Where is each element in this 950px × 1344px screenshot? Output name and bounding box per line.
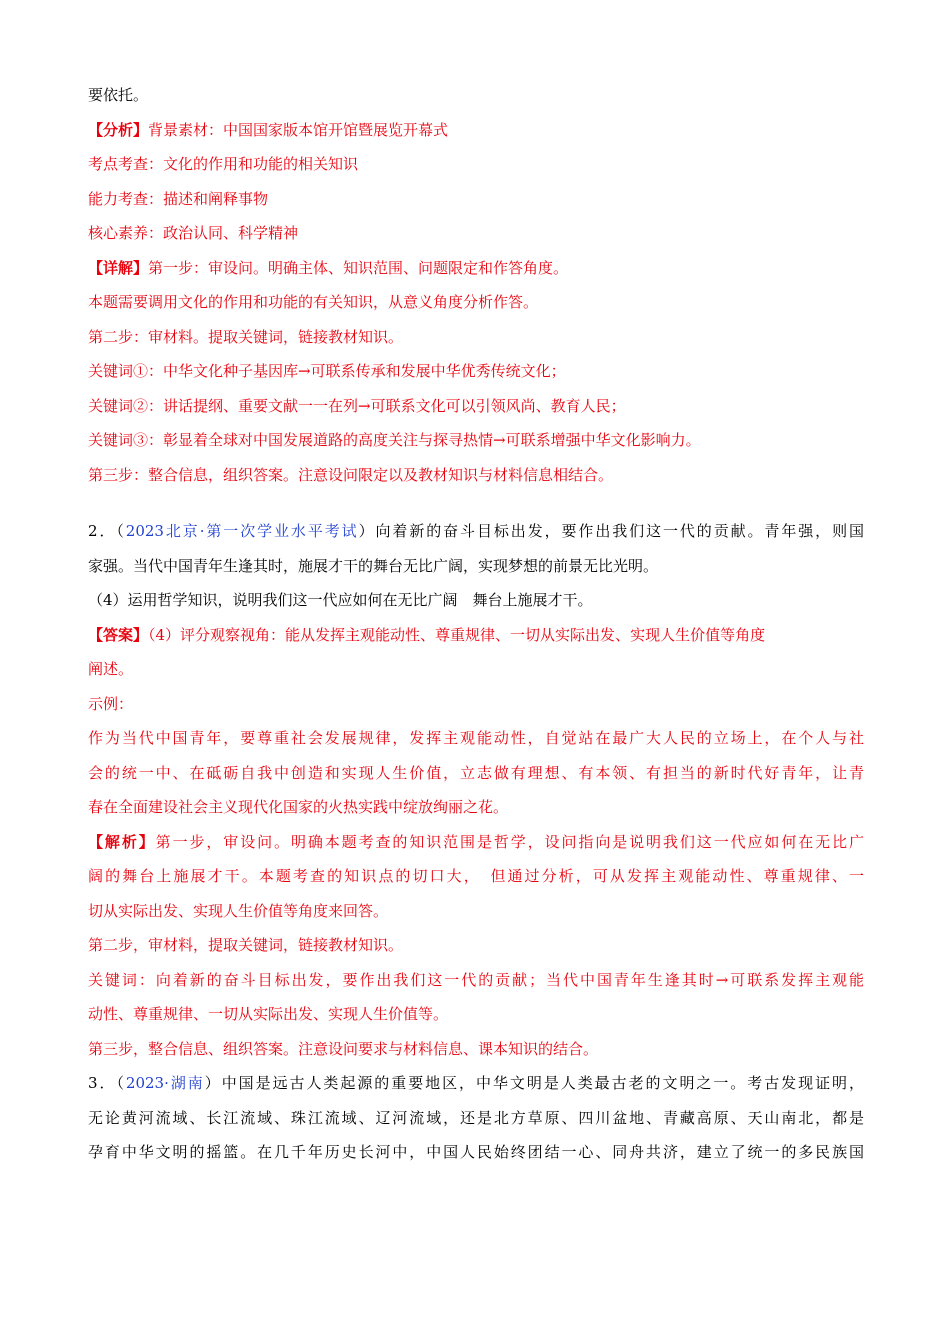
q1-keyword-1: 关键词①：中华文化种子基因库→可联系传承和发展中华优秀传统文化； bbox=[88, 362, 566, 380]
q1-step3: 第三步：整合信息，组织答案。注意设问限定以及教材知识与材料信息相结合。 bbox=[88, 465, 614, 484]
answer-text1: （4）评分观察视角：能从发挥主观能动性、尊重规律、一切从实际出发、实现人生价值等角度 bbox=[148, 625, 766, 644]
q2-number: 2． bbox=[88, 522, 117, 540]
q1-keyword-2: 关键词②：讲话提纲、重要文献一一在列→可联系文化可以引领风尚、教育人民； bbox=[88, 396, 626, 415]
analysis-tag: 【分析】 bbox=[88, 120, 149, 139]
q1-step2: 第二步：审材料。提取关键词，链接教材知识。 bbox=[88, 327, 404, 346]
document-page bbox=[88, 78, 864, 1170]
q1-keyword-3: 关键词③：彰显着全球对中国发展道路的高度关注与探寻热情→可联系增强中华文化影响力。 bbox=[88, 431, 701, 449]
q3-number: 3． bbox=[88, 1074, 117, 1092]
jiexi-tag: 【解析】 bbox=[88, 832, 156, 851]
jiexi-text1: 第一步，审设问。明确本题考查的知识范围是哲学，设问指向是说明我们这一代应如何在无比广 bbox=[155, 832, 864, 851]
answer-tag: 【答案】 bbox=[88, 625, 149, 644]
detail-text: 第一步：审设问。明确主体、知识范围、问题限定和作答角度。 bbox=[148, 258, 569, 277]
q2-example-line2: 会的统一中、在砥砺自我中创造和实现人生价值，立志做有理想、有本领、有担当的新时代好青年，让青 bbox=[88, 763, 864, 782]
q2-keyword-line1: 关键词：向着新的奋斗目标出发，要作出我们这一代的贡献；当代中国青年生逢其时→可联系发挥主观能 bbox=[88, 970, 864, 989]
q3-stem-text1: 中国是远古人类起源的重要地区，中华文明是人类最古老的文明之一。考古发现证明， bbox=[221, 1074, 864, 1092]
q2-question: （4）运用哲学知识，说明我们这一代应如何在无比广阔 舞台上施展才干。 bbox=[88, 591, 593, 609]
q3-source: 2023·湖南 bbox=[125, 1074, 205, 1092]
q2-source: 2023北京·第一次学业水平考试 bbox=[125, 522, 359, 540]
q1-suyang: 核心素养：政治认同、科学精神 bbox=[88, 224, 299, 242]
q2-jiexi-line3: 切从实际出发、实现人生价值等角度来回答。 bbox=[88, 901, 389, 920]
q2-keyword-line2: 动性、尊重规律、一切从实际出发、实现人生价值等。 bbox=[88, 1005, 449, 1023]
q2-source-open: （ bbox=[116, 522, 126, 540]
q3-stem-line3: 孕育中华文明的摇篮。在几千年历史长河中，中国人民始终团结一心、同舟共济，建立了统一的多民族国 bbox=[88, 1143, 864, 1161]
q2-example-line3: 春在全面建设社会主义现代化国家的火热实践中绽放绚丽之花。 bbox=[88, 798, 509, 816]
q1-nengli: 能力考查：描述和阐释事物 bbox=[88, 189, 269, 208]
q2-stem-line1 bbox=[88, 514, 864, 549]
q1-kaodian: 考点考查：文化的作用和功能的相关知识 bbox=[88, 155, 359, 173]
q2-jiexi-line1 bbox=[88, 825, 864, 860]
q2-jiexi-line2: 阔的舞台上施展才干。本题考查的知识点的切口大， 但通过分析，可从发挥主观能动性、尊重规律、一 bbox=[88, 867, 864, 885]
q2-stem-line2: 家强。当代中国青年生逢其时，施展才干的舞台无比广阔，实现梦想的前景无比光明。 bbox=[88, 556, 659, 575]
q1-line1: 本题需要调用文化的作用和功能的有关知识，从意义角度分析作答。 bbox=[88, 293, 539, 311]
q1-continuation: 要依托。 bbox=[88, 86, 149, 104]
detail-tag: 【详解】 bbox=[88, 258, 149, 277]
q2-step2: 第二步，审材料，提取关键词，链接教材知识。 bbox=[88, 936, 404, 954]
analysis-text: 背景素材：中国国家版本馆开馆暨展览开幕式 bbox=[148, 120, 449, 139]
q2-stem-text1: 向着新的奋斗目标出发，要作出我们这一代的贡献。青年强，则国 bbox=[375, 522, 864, 540]
q1-analysis bbox=[88, 113, 864, 148]
q2-answer-line2: 阐述。 bbox=[88, 660, 134, 678]
section-gap bbox=[88, 492, 864, 514]
q2-example-line1: 作为当代中国青年，要尊重社会发展规律，发挥主观能动性，自觉站在最广大人民的立场上，在个人与社 bbox=[88, 729, 864, 747]
q2-step3: 第三步，整合信息、组织答案。注意设问要求与材料信息、课本知识的结合。 bbox=[88, 1039, 599, 1058]
q2-example-label: 示例： bbox=[88, 694, 134, 713]
q3-source-close: ） bbox=[204, 1074, 222, 1092]
q3-stem-line1 bbox=[88, 1066, 864, 1101]
q3-source-open: （ bbox=[116, 1074, 126, 1092]
q2-answer-line1 bbox=[88, 618, 864, 653]
q2-source-close: ） bbox=[358, 522, 376, 540]
q1-detail bbox=[88, 251, 864, 286]
q3-stem-line2: 无论黄河流域、长江流域、珠江流域、辽河流域，还是北方草原、四川盆地、青藏高原、天山南北，都是 bbox=[88, 1108, 864, 1127]
